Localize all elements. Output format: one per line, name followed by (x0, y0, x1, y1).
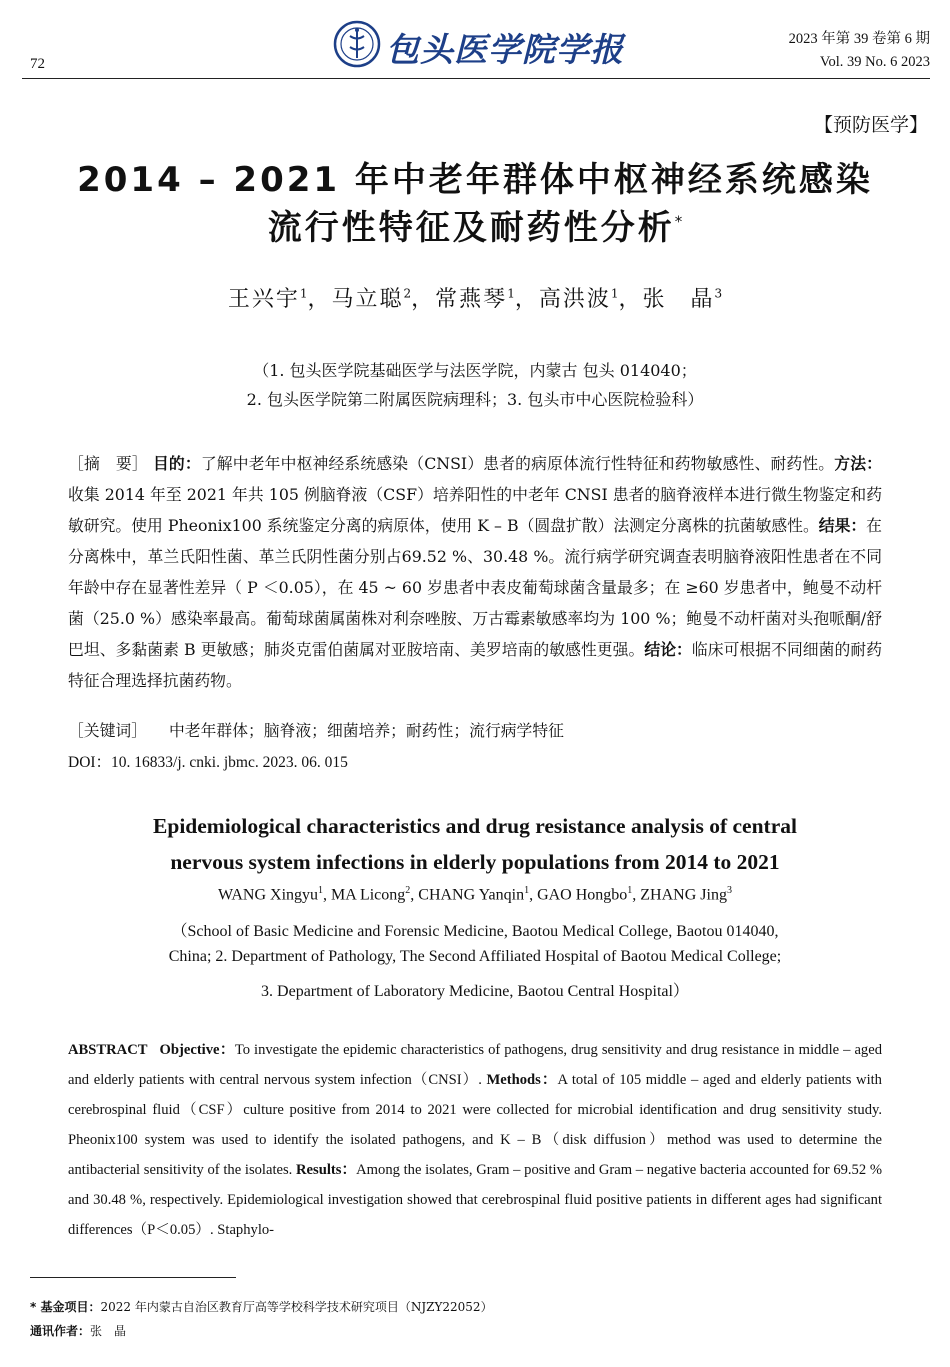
author-en-sup: 2 (405, 885, 411, 896)
author-cn-sup: 1 (507, 286, 515, 301)
methods-cn-text: 收集 2014 年至 2021 年共 105 例脑脊液（CSF）培养阳性的中老年 CNSI 患者的脑脊液样本进行微生物鉴定和药敏研究。使用 Pheonix100 系统鉴定分离的病原体，使用 K – B（圆盘扩散）法测定分离株的抗菌敏感性。 (68, 485, 882, 535)
header-divider (22, 78, 930, 79)
title-en-line1: Epidemiological characteristics and drug resistance analysis of central (153, 814, 797, 838)
objective-cn-text: 了解中老年中枢神经系统感染（CNSI）患者的病原体流行性特征和药物敏感性、耐药性。 (200, 454, 835, 473)
footnote-divider (30, 1277, 236, 1278)
author-cn: 马立聪 (331, 287, 404, 312)
abstract-en-label: ABSTRACT (68, 1042, 148, 1058)
author-en-sup: 3 (726, 885, 732, 896)
author-en-sup: 1 (318, 885, 324, 896)
results-cn-text: 在分离株中，革兰氏阳性菌、革兰氏阴性菌分别占69.52 %、30.48 %。流行病学研究调查表明脑脊液阳性患者在不同年龄中存在显著性差异（ P ＜0.05），在 45 ~ 60 岁患者中表皮葡萄球菌含量最多；在 ≥60 岁患者中，鲍曼不动杆菌（25.0 %）感染率最高。葡萄球菌属菌株对利奈唑胺、万古霉素敏感率均为 100 %；鲍曼不动杆菌对头孢哌酮/舒巴坦、多黏菌素 B 更敏感；肺炎克雷伯菌属对亚胺培南、美罗培南的敏感性更强。 (68, 516, 882, 659)
author-cn-sup: 1 (299, 286, 308, 301)
methods-en-text: A total of 105 middle – aged and elderly patients with cerebrospinal fluid（CSF）culture positive from 2014 to 2021 were collected for microbial identification and drug sensitivity study. Pheonix100 system was used to identify the isolated pathogens, and K – B（disk diffusion）method was used to determine the antibacterial sensitivity of the isolates. (68, 1072, 882, 1178)
issue-cn: 2023 年第 39 卷第 6 期 (788, 31, 930, 47)
footnote-corresponding (30, 1322, 126, 1339)
author-en: ZHANG Jing (640, 886, 727, 904)
author-en: GAO Hongbo (537, 886, 628, 904)
author-cn-sup: 2 (403, 286, 412, 301)
fund-text: 2022 年内蒙古自治区教育厅高等学校科学技术研究项目（NJZY22052） (100, 1300, 493, 1314)
keywords-cn-label: ［关键词］ (68, 721, 147, 740)
objective-cn-label: 目的： (152, 454, 201, 473)
title-en-line2: nervous system infections in elderly populations from 2014 to 2021 (170, 850, 780, 874)
author-cn-sup: 3 (714, 286, 723, 301)
results-cn-label: 结果： (818, 516, 867, 535)
author-en: WANG Xingyu (218, 886, 319, 904)
conclusion-cn-label: 结论： (644, 640, 692, 659)
results-en-text: Among the isolates, Gram – positive and Gram – negative bacteria accounted for 69.52 % and 30.48 %, respectively. Epidemiological investigation showed that cerebrospinal fluid positive patients in different ages had significant differences（P＜0.05）. Staphylo- (68, 1162, 883, 1238)
title-footnote-mark: * (674, 212, 683, 231)
fund-label: * 基金项目： (30, 1300, 101, 1314)
authors-en: WANG Xingyu$^1$, MA Licong$^2$, CHANG Yanqin$^1$, GAO Hongbo$^1$, ZHANG Jing$^3$ (218, 885, 732, 904)
results-en-label: Results： (296, 1162, 357, 1178)
author-cn: 张 晶 (642, 287, 715, 312)
objective-en-label: Objective： (159, 1042, 235, 1058)
issue-en: Vol. 39 No. 6 2023 (819, 54, 930, 70)
journal-emblem-icon (332, 19, 382, 69)
abstract-cn (68, 448, 882, 696)
abstract-cn-label: ［摘 要］ (68, 454, 148, 473)
author-en-sup: 1 (627, 885, 633, 896)
author-en-sup: 1 (524, 885, 530, 896)
affiliation-cn-line1: （1. 包头医学院基础医学与法医学院，内蒙古 包头 014040； (253, 361, 697, 380)
section-tag: 【预防医学】 (813, 114, 928, 136)
author-cn: 王兴宇 (227, 287, 300, 312)
page-number: 72 (30, 56, 45, 72)
doi: DOI：10. 16833/j. cnki. jbmc. 2023. 06. 015 (68, 754, 348, 771)
author-cn: 高洪波 (538, 287, 611, 312)
methods-en-label: Methods： (486, 1072, 558, 1088)
journal-logo (332, 18, 628, 70)
title-cn-line2 (0, 200, 950, 249)
author-en: CHANG Yanqin (418, 886, 525, 904)
corresponding-label: 通讯作者： (30, 1324, 91, 1338)
authors-cn: 王兴宇$^1$，马立聪$^2$，常燕琴$^1$，高洪波$^1$，张 晶$^3$ (227, 286, 723, 312)
journal-logo-text: 包头医学院学报 (386, 30, 624, 69)
author-cn: 常燕琴 (435, 287, 508, 312)
abstract-en (68, 1035, 882, 1245)
title-cn-line2-text: 流行性特征及耐药性分析 (267, 208, 675, 248)
author-en: MA Licong (331, 886, 406, 904)
objective-en-text: To investigate the epidemic characteristics of pathogens, drug sensitivity and drug resistance in middle – aged and elderly patients with central nervous system infection（CNSI）. (68, 1042, 882, 1088)
affiliation-en-line2: China; 2. Department of Pathology, The Second Affiliated Hospital of Baotou Medical College; (168, 948, 782, 965)
conclusion-cn-text: 临床可根据不同细菌的耐药特征合理选择抗菌药物。 (68, 640, 882, 690)
affiliation-cn-line2: 2. 包头医学院第二附属医院病理科；3. 包头市中心医院检验科） (246, 390, 704, 409)
author-cn-sup: 1 (610, 286, 619, 301)
affiliation-en-line3: 3. Department of Laboratory Medicine, Baotou Central Hospital） (261, 983, 689, 1000)
affiliation-en-line1: （School of Basic Medicine and Forensic Medicine, Baotou Medical College, Baotou 014040, (171, 923, 779, 940)
issue-info (789, 28, 930, 74)
keywords-cn (68, 718, 564, 741)
methods-cn-label: 方法： (834, 454, 882, 473)
corresponding-author: 张 晶 (90, 1324, 127, 1338)
footnote-fund (30, 1298, 493, 1315)
keywords-cn-text: 中老年群体；脑脊液；细菌培养；耐药性；流行病学特征 (169, 721, 564, 740)
title-cn-line1: 2014 – 2021 年中老年群体中枢神经系统感染 (77, 160, 873, 200)
